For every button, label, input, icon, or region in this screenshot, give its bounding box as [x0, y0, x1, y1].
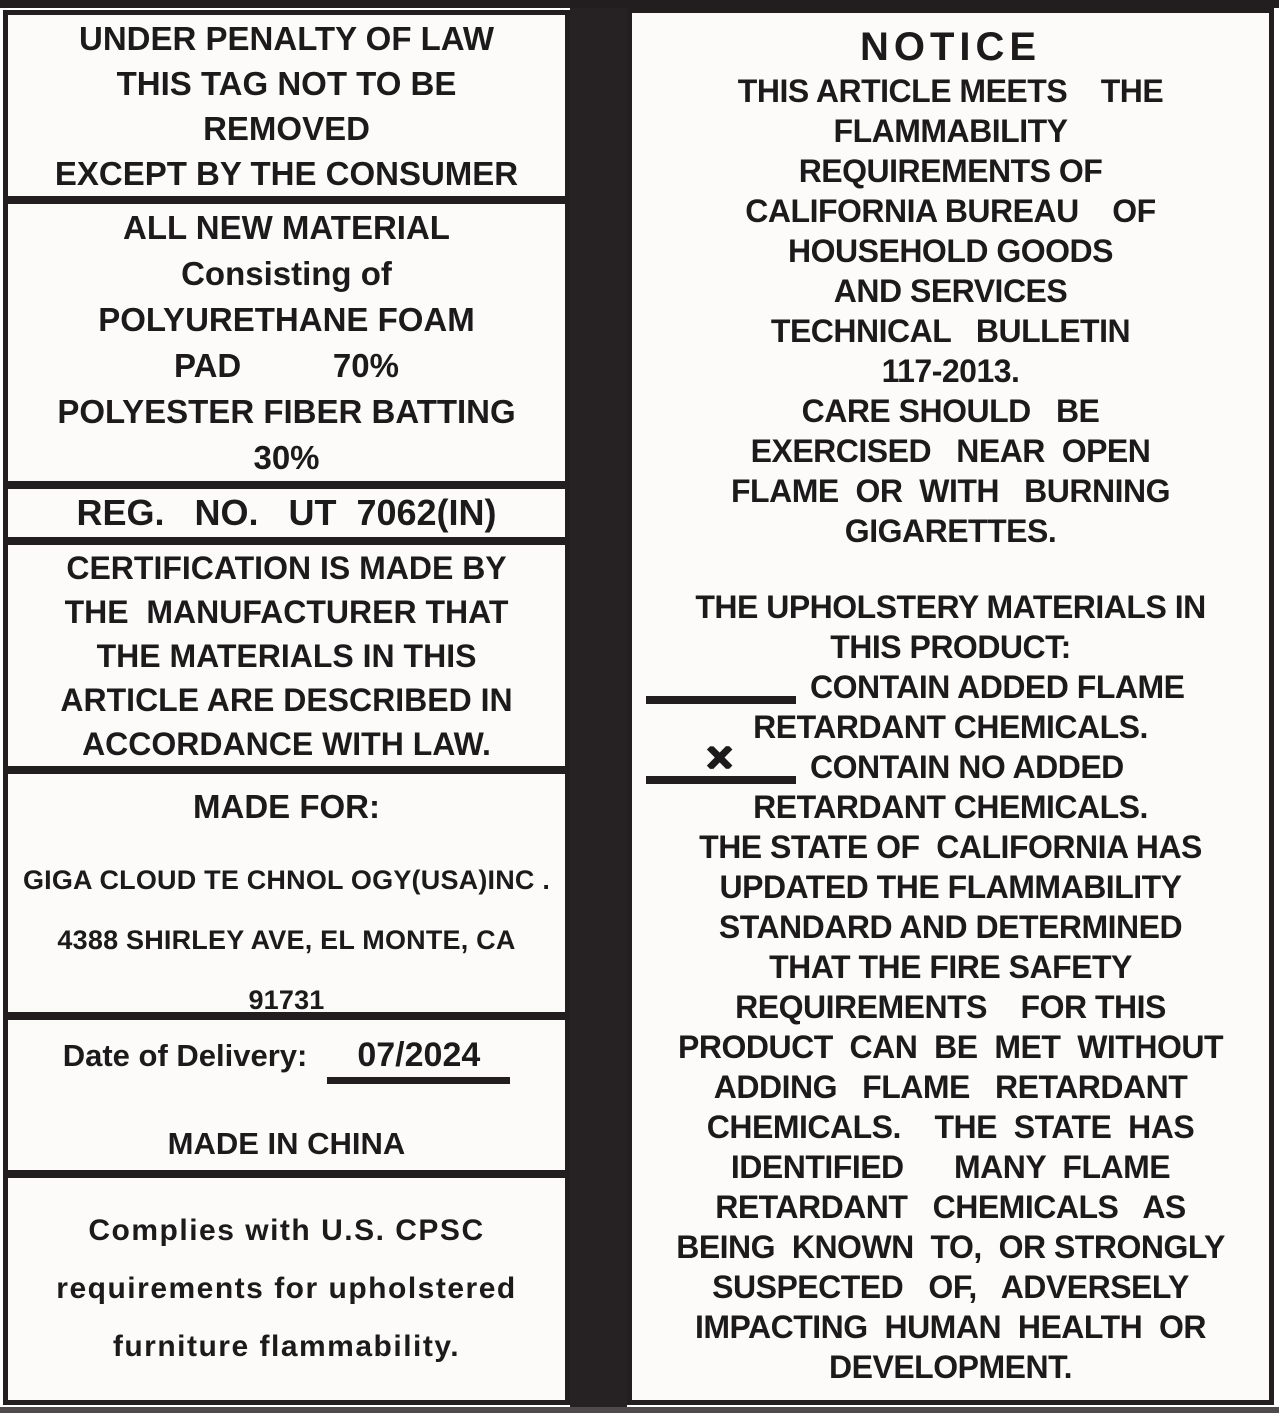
made-for-section [8, 774, 565, 1020]
text-line: FLAMMABILITY [833, 113, 1068, 149]
country-of-origin: MADE IN CHINA [167, 1126, 406, 1161]
text-line: UNDER PENALTY OF LAW [79, 19, 494, 57]
top-edge-strip [0, 0, 1279, 8]
law-label-left [3, 10, 570, 1405]
flammability-statement [638, 71, 1263, 551]
text-line: ALL NEW MATERIAL [123, 208, 450, 246]
material-contents-section [8, 204, 565, 489]
option-no-added-row [638, 731, 1263, 787]
text-line: PAD 70% [174, 346, 399, 384]
delivery-section [8, 1020, 565, 1178]
text-line: THE STATE OF CALIFORNIA HAS [699, 829, 1202, 865]
text-line: UPDATED THE FLAMMABILITY [719, 869, 1182, 905]
text-line: POLYESTER FIBER BATTING [57, 392, 516, 430]
x-mark: × [706, 731, 734, 783]
text-line: 91731 [248, 985, 325, 1015]
text-line: FLAME OR WITH BURNING [730, 473, 1170, 509]
state-of-california-statement [638, 827, 1263, 1387]
text-line: THE UPHOLSTERY MATERIALS IN [695, 589, 1206, 625]
text-line: 30% [253, 438, 320, 476]
text-line: REMOVED [203, 109, 370, 147]
text-line: TECHNICAL BULLETIN [770, 313, 1131, 349]
penalty-section [8, 15, 565, 204]
option-contain-added-row [638, 667, 1263, 707]
option-contain-added-text2: RETARDANT CHEMICALS. [753, 709, 1148, 745]
company-address [23, 850, 550, 1030]
notice-label-right [627, 8, 1274, 1405]
text-line: CHEMICALS. THE STATE HAS [706, 1109, 1195, 1145]
upholstery-materials-heading [638, 587, 1263, 667]
text-line: POLYURETHANE FOAM [98, 300, 475, 338]
text-line: furniture flammability. [112, 1330, 461, 1363]
blank-line-checked [646, 731, 796, 784]
text-line: 4388 SHIRLEY AVE, EL MONTE, CA [57, 925, 516, 955]
text-line: BEING KNOWN TO, OR STRONGLY [676, 1229, 1225, 1265]
text-line: ACCORDANCE WITH LAW. [82, 725, 491, 762]
delivery-date-row [63, 1036, 511, 1084]
text-line: GIGA CLOUD TE CHNOL OGY(USA)INC . [22, 865, 551, 895]
made-for-heading: MADE FOR: [193, 788, 380, 825]
text-line: AND SERVICES [833, 273, 1068, 309]
text-line: ADDING FLAME RETARDANT [713, 1069, 1188, 1105]
option-no-added-text2: RETARDANT CHEMICALS. [753, 789, 1148, 825]
text-line: STANDARD AND DETERMINED [718, 909, 1183, 945]
option-contain-added-text: CONTAIN ADDED FLAME [810, 669, 1185, 705]
delivery-date-value: 07/2024 [327, 1036, 510, 1084]
text-line: REQUIREMENTS OF [798, 153, 1103, 189]
text-line: IDENTIFIED MANY FLAME [730, 1149, 1171, 1185]
registration-number-section [8, 489, 565, 545]
text-line: Complies with U.S. CPSC [88, 1214, 485, 1247]
delivery-date-label: Date of Delivery: [62, 1038, 308, 1073]
text-line: IMPACTING HUMAN HEALTH OR [695, 1309, 1206, 1345]
text-line: THIS TAG NOT TO BE [116, 64, 457, 102]
text-line: THE MATERIALS IN THIS [96, 637, 477, 674]
text-line: HOUSEHOLD GOODS [788, 233, 1113, 269]
text-line: 117-2013. [881, 353, 1020, 389]
text-line: CARE SHOULD BE [801, 393, 1100, 429]
text-line: requirements for upholstered [56, 1272, 517, 1305]
text-line: THIS ARTICLE MEETS THE [737, 73, 1164, 109]
text-line: Consisting of [181, 254, 392, 292]
notice-heading: NOTICE [859, 25, 1042, 69]
cpsc-compliance-section [8, 1178, 565, 1400]
divider-bar [570, 0, 627, 1407]
text-line: RETARDANT CHEMICALS AS [715, 1189, 1186, 1225]
text-line: REQUIREMENTS FOR THIS [735, 989, 1166, 1025]
registration-number: REG. NO. UT 7062(IN) [76, 492, 497, 533]
text-line: SUSPECTED OF, ADVERSELY [712, 1269, 1189, 1305]
text-line: THAT THE FIRE SAFETY [769, 949, 1132, 985]
text-line: EXERCISED NEAR OPEN [750, 433, 1151, 469]
bottom-edge-strip [0, 1407, 1279, 1413]
certification-section [8, 545, 565, 774]
text-line: PRODUCT CAN BE MET WITHOUT [678, 1029, 1223, 1065]
text-line: GIGARETTES. [844, 513, 1057, 549]
text-line: THIS PRODUCT: [830, 629, 1071, 665]
paragraph-gap [638, 551, 1263, 587]
text-line: THE MANUFACTURER THAT [64, 593, 509, 630]
option-no-added-text: CONTAIN NO ADDED [810, 749, 1124, 785]
blank-line-unchecked [646, 694, 796, 704]
text-line: EXCEPT BY THE CONSUMER [54, 154, 519, 192]
text-line: DEVELOPMENT. [829, 1349, 1072, 1385]
text-line: ARTICLE ARE DESCRIBED IN [60, 681, 513, 718]
text-line: CERTIFICATION IS MADE BY [66, 549, 507, 586]
text-line: CALIFORNIA BUREAU OF [745, 193, 1156, 229]
